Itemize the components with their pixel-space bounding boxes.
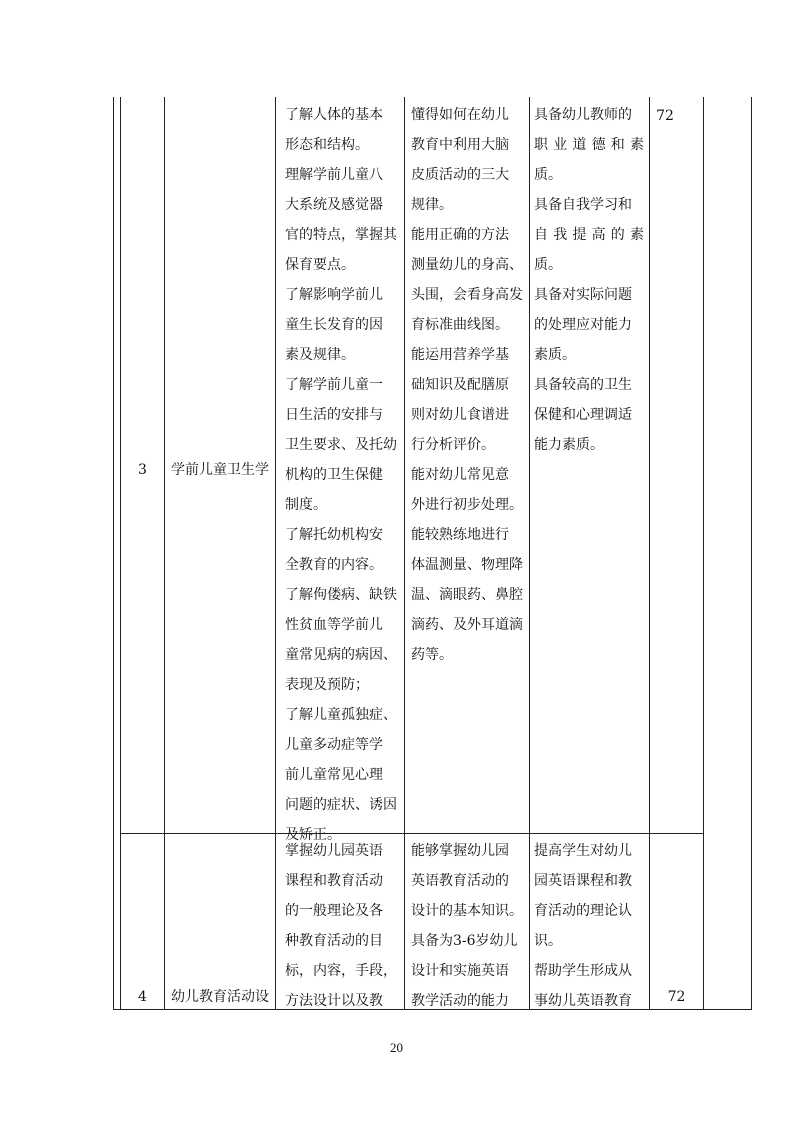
outer-left-border-a <box>113 97 114 1010</box>
col-divider-6 <box>703 97 704 1010</box>
col-divider-3 <box>404 97 405 1010</box>
ability-item: 能用正确的方法 测量幼儿的身高、 头围，会看身高发 育标准曲线图。 <box>411 227 523 333</box>
ability-item: 能对幼儿常见意 外进行初步处理。 <box>411 467 523 513</box>
quality-item: 帮助学生形成从 事幼儿英语教育 <box>534 963 632 1009</box>
knowledge-item: 掌握幼儿园英语 课程和教育活动 的一般理论及各 种教育活动的目 标，内容，手段， 方法设计以及教 <box>285 843 397 1009</box>
course-name: 幼儿教育活动设 <box>171 989 269 1005</box>
ability-item: 懂得如何在幼儿 教育中利用大脑 皮质活动的三大 规律。 <box>411 107 509 213</box>
col-divider-2 <box>275 97 276 1010</box>
quality-item: 具备对实际问题 的处理应对能力 素质。 <box>534 287 632 363</box>
col-divider-1 <box>164 97 165 1010</box>
row-index: 4 <box>138 989 147 1005</box>
ability-item: 具备为3-6岁幼儿 设计和实施英语 教学活动的能力 <box>411 933 518 1009</box>
class-hours: 72 <box>656 108 674 124</box>
col-divider-4 <box>529 97 530 1010</box>
col-divider-5 <box>649 97 650 1010</box>
knowledge-objectives <box>285 836 397 1016</box>
course-name: 学前儿童卫生学 <box>171 462 269 478</box>
quality-item: 具备较高的卫生 保健和心理调适 能力素质。 <box>534 377 632 453</box>
knowledge-item: 了解托幼机构安 全教育的内容。 <box>285 527 383 573</box>
ability-item: 能运用营养学基 础知识及配膳原 则对幼儿食谱进 行分析评价。 <box>411 347 509 453</box>
row-divider <box>120 833 704 834</box>
outer-right-border <box>751 97 752 1010</box>
knowledge-objectives <box>285 100 397 850</box>
knowledge-item: 了解佝偻病、缺铁 性贫血等学前儿 童常见病的病因、 表现及预防； <box>285 587 397 693</box>
knowledge-item: 了解儿童孤独症、 儿童多动症等学 前儿童常见心理 问题的症状、诱因 及矫正。 <box>285 707 397 843</box>
knowledge-item: 理解学前儿童八 大系统及感觉器 官的特点，掌握其 保育要点。 <box>285 167 397 273</box>
ability-objectives <box>411 836 523 1016</box>
knowledge-item: 了解影响学前儿 童生长发育的因 素及规律。 <box>285 287 383 363</box>
knowledge-item: 了解学前儿童一 日生活的安排与 卫生要求、及托幼 机构的卫生保健 制度。 <box>285 377 397 513</box>
quality-objectives <box>534 100 644 460</box>
page-number: 20 <box>390 1040 403 1055</box>
row-index: 3 <box>138 462 147 478</box>
quality-item: 提高学生对幼儿 园英语课程和教 育活动的理论认 识。 <box>534 843 632 949</box>
knowledge-item: 了解人体的基本 形态和结构。 <box>285 107 383 153</box>
ability-item: 能够掌握幼儿园 英语教育活动的 设计的基本知识。 <box>411 843 523 919</box>
class-hours: 72 <box>667 989 686 1005</box>
quality-item: 具备幼儿教师的 职业道德和素质。 <box>534 107 644 183</box>
quality-item: 具备自我学习和 自我提高的素质。 <box>534 197 644 273</box>
quality-objectives <box>534 836 644 1016</box>
ability-item: 能较熟练地进行 体温测量、物理降 温、滴眼药、鼻腔 滴药、及外耳道滴 药等。 <box>411 527 523 663</box>
outer-left-border-b <box>120 97 121 1010</box>
ability-objectives <box>411 100 523 670</box>
